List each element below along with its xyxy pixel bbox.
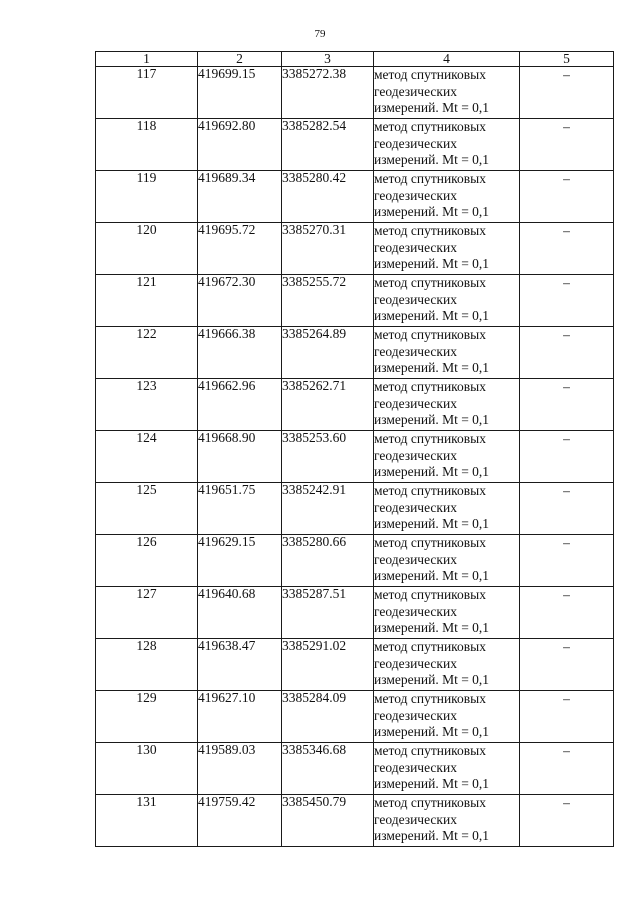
- table-row: [96, 275, 614, 327]
- method-line: геодезических: [374, 447, 457, 463]
- method-line: измерений. Mt = 0,1: [374, 672, 490, 687]
- table-row: [96, 67, 614, 119]
- y-coordinate-cell: 3385242.91: [282, 483, 374, 535]
- table-row: [96, 379, 614, 431]
- column-header-4: 4: [374, 52, 520, 67]
- method-line: геодезических: [374, 499, 457, 515]
- note-cell: –: [520, 119, 614, 171]
- x-coordinate-cell: 419699.15: [198, 67, 282, 119]
- method-line: метод спутниковых: [374, 327, 486, 342]
- coordinates-table: [95, 51, 614, 847]
- point-number-cell: 131: [96, 795, 198, 847]
- x-coordinate-cell: 419672.30: [198, 275, 282, 327]
- y-coordinate-cell: 3385280.66: [282, 535, 374, 587]
- y-coordinate-cell: 3385270.31: [282, 223, 374, 275]
- method-line: метод спутниковых: [374, 795, 486, 810]
- point-number-cell: 118: [96, 119, 198, 171]
- method-cell: [374, 431, 520, 483]
- method-line: измерений. Mt = 0,1: [374, 256, 490, 271]
- method-cell: [374, 587, 520, 639]
- x-coordinate-cell: 419759.42: [198, 795, 282, 847]
- y-coordinate-cell: 3385346.68: [282, 743, 374, 795]
- y-coordinate-cell: 3385262.71: [282, 379, 374, 431]
- point-number-cell: 124: [96, 431, 198, 483]
- column-header-1: 1: [96, 52, 198, 67]
- method-cell: [374, 639, 520, 691]
- x-coordinate-cell: 419589.03: [198, 743, 282, 795]
- method-line: измерений. Mt = 0,1: [374, 828, 490, 843]
- point-number-cell: 121: [96, 275, 198, 327]
- method-line: геодезических: [374, 551, 457, 567]
- method-cell: [374, 743, 520, 795]
- note-cell: –: [520, 743, 614, 795]
- x-coordinate-cell: 419640.68: [198, 587, 282, 639]
- method-line: измерений. Mt = 0,1: [374, 776, 490, 791]
- point-number-cell: 123: [96, 379, 198, 431]
- note-cell: –: [520, 171, 614, 223]
- method-line: метод спутниковых: [374, 639, 486, 654]
- note-cell: –: [520, 691, 614, 743]
- method-line: измерений. Mt = 0,1: [374, 204, 490, 219]
- note-cell: –: [520, 587, 614, 639]
- method-line: геодезических: [374, 603, 457, 619]
- point-number-cell: 130: [96, 743, 198, 795]
- y-coordinate-cell: 3385291.02: [282, 639, 374, 691]
- table-row: [96, 691, 614, 743]
- method-line: метод спутниковых: [374, 223, 486, 238]
- table-row: [96, 795, 614, 847]
- x-coordinate-cell: 419695.72: [198, 223, 282, 275]
- table-row: [96, 223, 614, 275]
- method-line: метод спутниковых: [374, 119, 486, 134]
- point-number-cell: 125: [96, 483, 198, 535]
- method-line: геодезических: [374, 759, 457, 775]
- x-coordinate-cell: 419638.47: [198, 639, 282, 691]
- method-line: измерений. Mt = 0,1: [374, 100, 490, 115]
- method-line: геодезических: [374, 291, 457, 307]
- x-coordinate-cell: 419629.15: [198, 535, 282, 587]
- method-line: метод спутниковых: [374, 67, 486, 82]
- method-line: геодезических: [374, 343, 457, 359]
- method-line: геодезических: [374, 83, 457, 99]
- table-row: [96, 431, 614, 483]
- method-cell: [374, 535, 520, 587]
- y-coordinate-cell: 3385282.54: [282, 119, 374, 171]
- point-number-cell: 120: [96, 223, 198, 275]
- y-coordinate-cell: 3385280.42: [282, 171, 374, 223]
- method-line: измерений. Mt = 0,1: [374, 620, 490, 635]
- table-row: [96, 327, 614, 379]
- method-line: метод спутниковых: [374, 431, 486, 446]
- method-line: геодезических: [374, 655, 457, 671]
- note-cell: –: [520, 639, 614, 691]
- x-coordinate-cell: 419666.38: [198, 327, 282, 379]
- point-number-cell: 126: [96, 535, 198, 587]
- method-cell: [374, 795, 520, 847]
- method-cell: [374, 223, 520, 275]
- column-header-5: 5: [520, 52, 614, 67]
- method-line: метод спутниковых: [374, 275, 486, 290]
- y-coordinate-cell: 3385253.60: [282, 431, 374, 483]
- point-number-cell: 127: [96, 587, 198, 639]
- table-row: [96, 639, 614, 691]
- method-cell: [374, 171, 520, 223]
- method-line: геодезических: [374, 239, 457, 255]
- method-line: измерений. Mt = 0,1: [374, 308, 490, 323]
- y-coordinate-cell: 3385284.09: [282, 691, 374, 743]
- x-coordinate-cell: 419662.96: [198, 379, 282, 431]
- note-cell: –: [520, 327, 614, 379]
- table-row: [96, 483, 614, 535]
- method-cell: [374, 327, 520, 379]
- page-number: 79: [314, 28, 326, 40]
- table-header: [96, 52, 614, 67]
- note-cell: –: [520, 483, 614, 535]
- y-coordinate-cell: 3385272.38: [282, 67, 374, 119]
- table-row: [96, 119, 614, 171]
- x-coordinate-cell: 419689.34: [198, 171, 282, 223]
- method-cell: [374, 379, 520, 431]
- method-line: измерений. Mt = 0,1: [374, 152, 490, 167]
- method-line: метод спутниковых: [374, 483, 486, 498]
- method-line: измерений. Mt = 0,1: [374, 360, 490, 375]
- table-row: [96, 743, 614, 795]
- method-cell: [374, 119, 520, 171]
- method-line: измерений. Mt = 0,1: [374, 724, 490, 739]
- note-cell: –: [520, 223, 614, 275]
- table-body: [96, 67, 614, 847]
- x-coordinate-cell: 419627.10: [198, 691, 282, 743]
- note-cell: –: [520, 67, 614, 119]
- y-coordinate-cell: 3385287.51: [282, 587, 374, 639]
- point-number-cell: 119: [96, 171, 198, 223]
- method-cell: [374, 67, 520, 119]
- note-cell: –: [520, 275, 614, 327]
- method-line: измерений. Mt = 0,1: [374, 516, 490, 531]
- method-cell: [374, 275, 520, 327]
- method-line: измерений. Mt = 0,1: [374, 412, 490, 427]
- method-line: измерений. Mt = 0,1: [374, 464, 490, 479]
- method-line: метод спутниковых: [374, 535, 486, 550]
- method-line: геодезических: [374, 187, 457, 203]
- y-coordinate-cell: 3385450.79: [282, 795, 374, 847]
- note-cell: –: [520, 379, 614, 431]
- column-header-2: 2: [198, 52, 282, 67]
- method-line: геодезических: [374, 395, 457, 411]
- method-cell: [374, 483, 520, 535]
- method-line: метод спутниковых: [374, 691, 486, 706]
- note-cell: –: [520, 431, 614, 483]
- point-number-cell: 129: [96, 691, 198, 743]
- x-coordinate-cell: 419651.75: [198, 483, 282, 535]
- point-number-cell: 122: [96, 327, 198, 379]
- table-row: [96, 535, 614, 587]
- method-line: измерений. Mt = 0,1: [374, 568, 490, 583]
- method-line: геодезических: [374, 811, 457, 827]
- x-coordinate-cell: 419692.80: [198, 119, 282, 171]
- method-line: метод спутниковых: [374, 379, 486, 394]
- x-coordinate-cell: 419668.90: [198, 431, 282, 483]
- y-coordinate-cell: 3385264.89: [282, 327, 374, 379]
- point-number-cell: 117: [96, 67, 198, 119]
- column-header-3: 3: [282, 52, 374, 67]
- method-line: геодезических: [374, 707, 457, 723]
- note-cell: –: [520, 535, 614, 587]
- table-header-row: [96, 52, 614, 67]
- method-line: метод спутниковых: [374, 743, 486, 758]
- method-line: геодезических: [374, 135, 457, 151]
- method-line: метод спутниковых: [374, 171, 486, 186]
- method-cell: [374, 691, 520, 743]
- note-cell: –: [520, 795, 614, 847]
- method-line: метод спутниковых: [374, 587, 486, 602]
- table-row: [96, 171, 614, 223]
- point-number-cell: 128: [96, 639, 198, 691]
- y-coordinate-cell: 3385255.72: [282, 275, 374, 327]
- table-row: [96, 587, 614, 639]
